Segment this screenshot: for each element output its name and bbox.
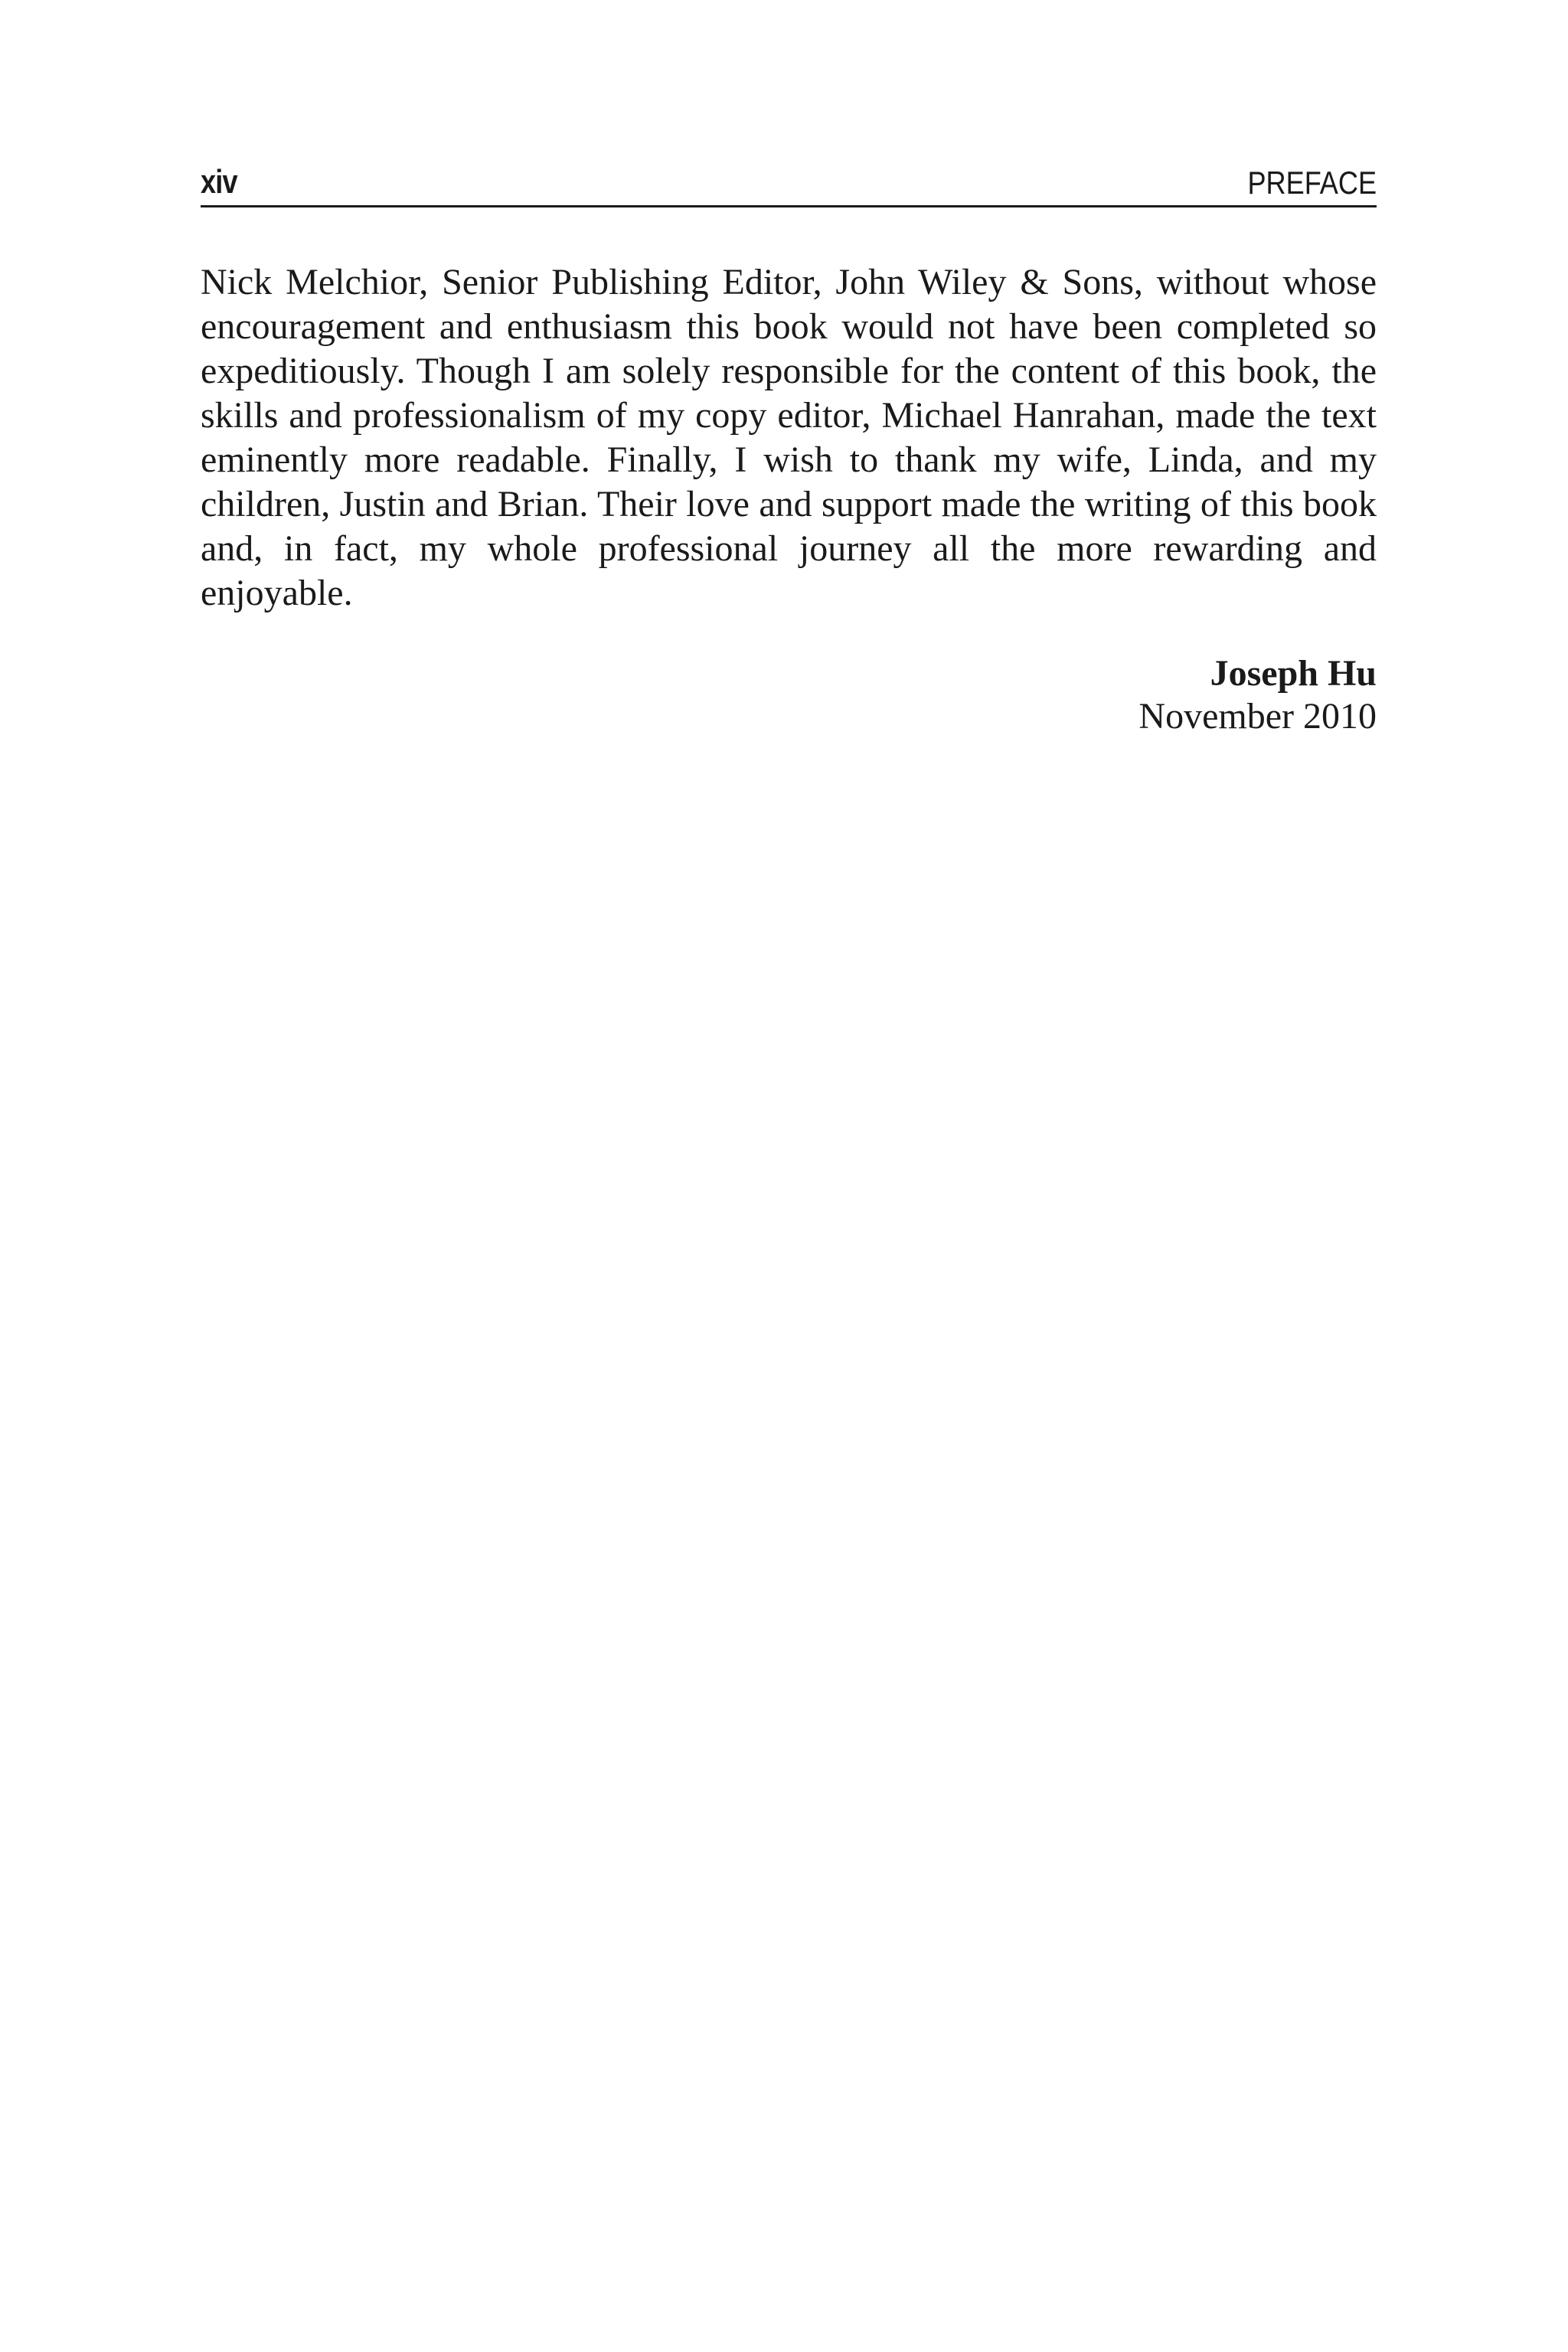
section-title: PREFACE [1247,165,1377,201]
signature-block [1138,652,1377,738]
running-header [201,153,1377,207]
author-name: Joseph Hu [1210,653,1377,694]
signature-date: November 2010 [1138,696,1377,737]
page-number: xiv [201,163,237,201]
body-paragraph: Nick Melchior, Senior Publishing Editor, John Wiley & Sons, without whose encouragement and enthusiasm this book would not have been completed so expeditiously. Though I am solely responsible for the content of this book, the skills and professionalism of my copy editor, Michael Hanrahan, made the text eminently more readable. Finally, I wish to thank my wife, Linda, and my children, Justin and Brian. Their love and support made the writing of this book and, in fact, my whole professional journey all the more rewarding and enjoyable. [201,262,1377,613]
